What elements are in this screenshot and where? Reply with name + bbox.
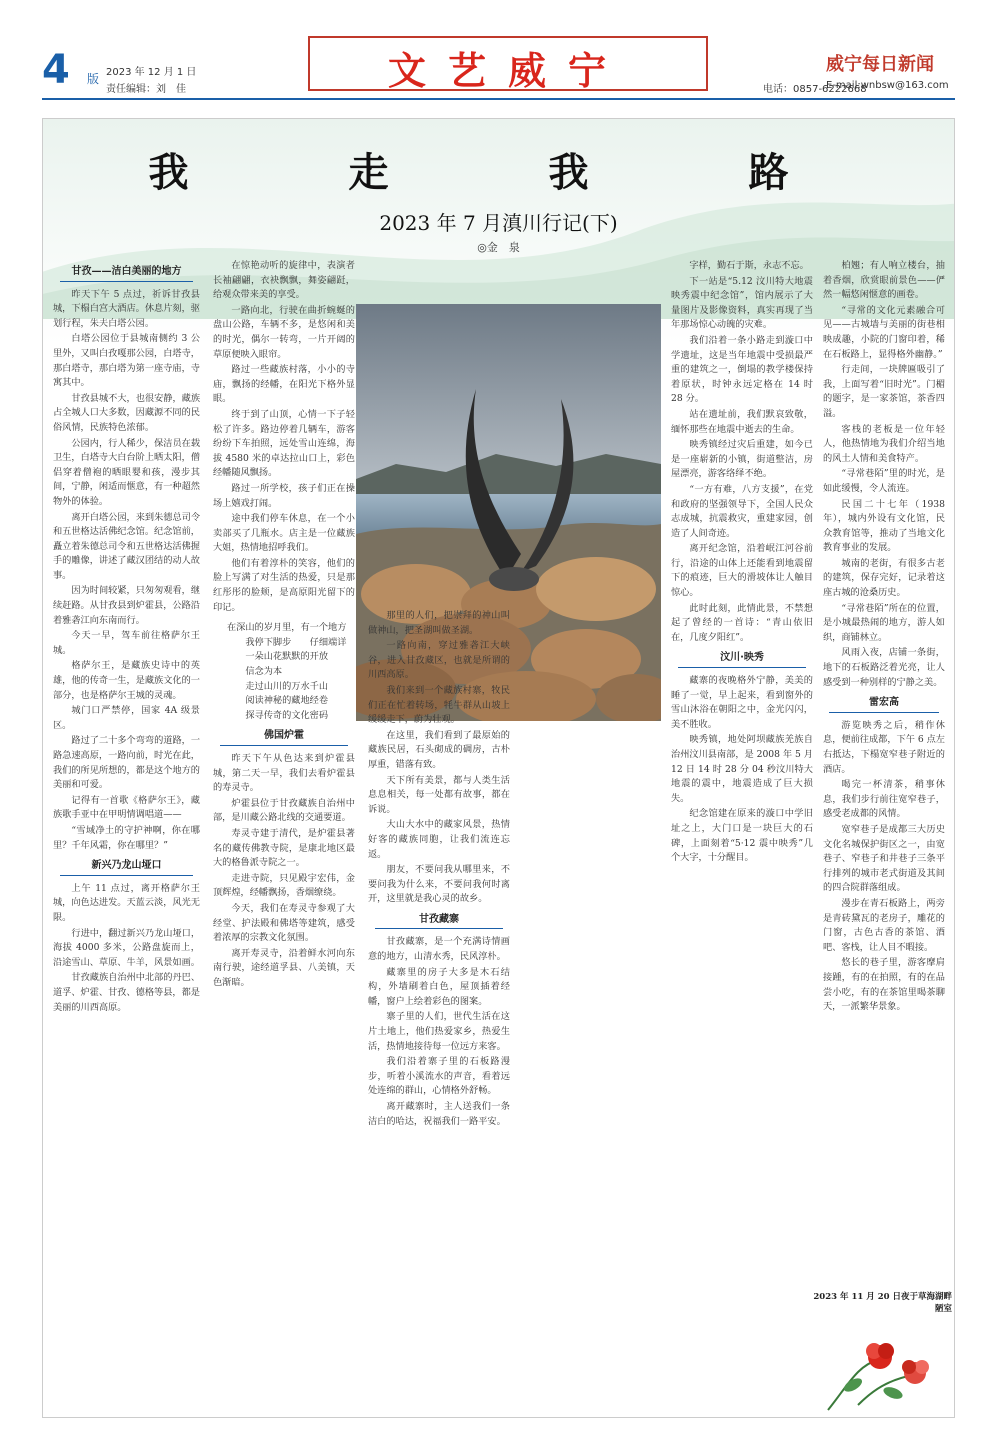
phone-number: 电话：0857-6222668	[763, 84, 867, 95]
signature: 2023 年 11 月 20 日夜于草海湖畔陋室	[813, 1292, 952, 1314]
paragraph: 昨天下午 5 点过，祈诉甘孜县城，下榻白宫大酒店。休息片刻，驱划行程，朱夫白塔公园。	[53, 288, 200, 329]
poem-line: 一朵山花默默的开放	[227, 651, 329, 663]
paragraph: 路过一所学校，孩子们正在操场上嬉戏打闹。	[213, 482, 355, 509]
column-2	[213, 259, 355, 1407]
paragraph: “一方有难，八方支援”，在党和政府的坚强领导下，全国人民众志成城，抗震救灾，重建家园，创造了人间奇迹。	[671, 483, 813, 539]
paragraph: 民国二十七年（1938 年），城内外设有文化馆，民众教育馆等，推动了当地文化教育事业的发展。	[823, 498, 945, 554]
paragraph: “寻常巷陌”所在的位置，是小城最热闹的地方，游人如织，商铺林立。	[823, 602, 945, 643]
poem-block	[227, 621, 355, 723]
paragraph: 喝完一杯清茶，稍事休息，我们步行前往宽窄巷子，感受老成都的风情。	[823, 779, 945, 820]
paragraph: 甘孜藏族自治州中北部的丹巴、道孚、炉霍、甘孜、德格等县，都是美丽的川西高原。	[53, 972, 200, 1013]
poem-line: 探寻传奇的文化密码	[227, 709, 329, 721]
paragraph: 此时此刻，此情此景，不禁想起了曾经的一首诗：“青山依旧在，几度夕阳红”。	[671, 602, 813, 643]
paragraph: 一路向南，穿过雅砻江大峡谷，进入甘孜藏区，也就是所谓的川西高原。	[368, 640, 510, 681]
paragraph: 今天一早，驾车前往格萨尔王城。	[53, 630, 200, 656]
email-address: E-mail:wnbsw@163.com	[826, 80, 949, 91]
paragraph: 那里的人们，把崇拜的神山叫做神山，把圣湖叫做圣湖。	[368, 610, 510, 636]
paragraph: 游览映秀之后，稍作休息，便前往成都，下午 6 点左右抵达，下榻宽窄巷子附近的酒店。	[823, 719, 945, 775]
editor-credit: 责任编辑：刘 佳	[106, 84, 186, 95]
paragraph: 在惊艳动听的旋律中，表演者长袖翩翩，衣袂飘飘，舞姿翩跹，给观众带来美的享受。	[213, 260, 355, 301]
paragraph: 行走间，一块牌匾吸引了我，上面写着“旧时光”。门楣的题字，是一家茶馆，茶香四溢。	[823, 364, 945, 419]
paragraph: 离开藏寨时，主人送我们一条洁白的哈达，祝福我们一路平安。	[368, 1101, 510, 1127]
column-3	[368, 609, 510, 1407]
paragraph: 悠长的巷子里，游客摩肩接踵，有的在拍照，有的在品尝小吃，有的在茶馆里喝茶聊天，一派繁华景象。	[823, 957, 945, 1013]
flower-decoration	[818, 1305, 958, 1415]
paragraph: 纪念馆建在原来的漩口中学旧址之上，大门口是一块巨大的石碑，上面刻着“5·12 震中映秀”几个大字，十分醒目。	[671, 808, 813, 864]
paragraph: 在这里，我们看到了最原始的藏族民居，石头砌成的碉房，古朴厚重，错落有致。	[368, 729, 510, 770]
paragraph: 映秀镇经过灾后重建，如今已是一座崭新的小镇，街道整洁，房屋漂亮，游客络绎不绝。	[671, 439, 813, 480]
paragraph: 字样，勤石于斯，永志不忘。	[689, 260, 809, 271]
paragraph: 我们来到一个藏族村寨，牧民们正在忙着转场，牦牛群从山坡上缓缓走下，蔚为壮观。	[368, 684, 510, 726]
article-title: 我 走 我 路	[148, 149, 849, 196]
paragraph: 白塔公园位于县城南侧约 3 公里外，又叫白孜嘎那公园，白塔寺，那白塔寺，那白塔为第一座寺庙，寺寓其中。	[53, 333, 200, 389]
poem-line: 在深山的岁月里，有一个地方	[227, 622, 347, 634]
section-heading: 佛国炉霍	[220, 729, 348, 746]
paragraph: 甘孜藏寨，是一个充满诗情画意的地方，山清水秀，民风淳朴。	[368, 936, 510, 963]
paragraph: 映秀镇，地处阿坝藏族羌族自治州汶川县南部，是 2008 年 5 月 12 日 14 时 28 分 04 秒汶川特大地震的震中，地震造成了巨大损失。	[671, 734, 813, 804]
paragraph: 他们有着淳朴的笑容，他们的脸上写满了对生活的热爱，只是那红彤彤的脸颊，是高原阳光留下的印记。	[213, 557, 355, 613]
paragraph: “寻常巷陌”里的时光，是如此缓慢，令人流连。	[823, 468, 945, 494]
paragraph: 一路向北，行驶在曲折蜿蜒的盘山公路，车辆不多，是悠闲和美的时光，偶尔一转弯，一片开阔的草原便映入眼帘。	[213, 304, 355, 360]
paragraph: 因为时间较紧，只匆匆观看，继续赶路。从甘孜县到炉霍县，公路沿着雅砻江向东南而行。	[53, 585, 200, 626]
paragraph: 藏寨里的房子大多是木石结构，外墙刷着白色，屋顶插着经幡，窗户上绘着彩色的图案。	[368, 966, 510, 1007]
paragraph: “寻常的文化元素融合可见——古城墙与美丽的街巷相映成趣，小院的门窗印着，稀在石板路上，显得格外幽静。”	[823, 304, 945, 360]
paragraph: 朋友，不要问我从哪里来，不要问我为什么来，不要问我何时离开，这里就是我心灵的故乡。	[368, 864, 510, 905]
paragraph: 公园内，行人稀少，保洁员在载卫生，白塔寺大白台阶上晒太阳，僧侣穿着僧袍的晒眼婴和孩，漫步其间，宁静，闲适而惬意，有一种超然物外的体验。	[53, 437, 200, 507]
paragraph: “雪域净土的守护神啊，你在哪里？千年风霜，你在哪里？”	[53, 824, 200, 851]
paragraph: 走进寺院，只见殿宇宏伟，金顶辉煌，经幡飘扬，香烟缭绕。	[213, 872, 355, 899]
page-header	[0, 0, 1000, 105]
page-number: 4	[42, 47, 70, 93]
paragraph: 天下所有美景，都与人类生活息息相关，每一处都有故事，都在诉说。	[368, 774, 510, 815]
column-5	[823, 259, 945, 1407]
paragraph: 甘孜县城不大，也很安静，藏族占全城人口大多数，因藏源不同的民俗风情，民族特色浓郁。	[53, 392, 200, 433]
paragraph: 藏寨的夜晚格外宁静，美美的睡了一觉，早上起来，看到窗外的雪山沐浴在朝阳之中，金光闪闪，美不胜收。	[671, 675, 813, 730]
page-label: 版	[87, 72, 100, 86]
paragraph: 我们沿着寨子里的石板路漫步，听着小溪流水的声音，看着远处连绵的群山，心情格外舒畅。	[368, 1056, 510, 1097]
paragraph: 炉霍县位于甘孜藏族自治州中部，是川藏公路北线的交通要道。	[213, 797, 355, 824]
article-author: ◎金 泉	[477, 241, 520, 254]
column-1	[53, 259, 200, 1407]
section-heading: 甘孜——洁白美丽的地方	[60, 265, 192, 282]
paragraph: 客栈的老板是一位年轻人，他热情地为我们介绍当地的风土人情和美食特产。	[823, 423, 945, 464]
paragraph: 离开纪念馆，沿着岷江河谷前行，沿途的山体上还能看到地震留下的痕迹，巨大的滑坡体让人触目惊心。	[671, 543, 813, 599]
paragraph: 格萨尔王，是藏族史诗中的英雄，他的传奇一生，是藏族文化的一部分，也是格萨尔王城的灵魂。	[53, 660, 200, 701]
paragraph: 我们沿着一条小路走到漩口中学遗址，这是当年地震中受损最严重的建筑之一，倒塌的教学楼保持着原状，时钟永远定格在 14 时 28 分。	[671, 334, 813, 405]
paragraph: 寨子里的人们，世代生活在这片土地上，他们热爱家乡，热爱生活，热情地接待每一位远方来客。	[368, 1011, 510, 1052]
poem-line: 我停下脚步 仔细端详	[227, 636, 347, 648]
paper-name: 威宁每日新闻	[826, 54, 934, 75]
paragraph: 终于到了山顶，心情一下子轻松了许多。路边停着几辆车，游客纷纷下车拍照，远处雪山连绵，海拔 4580 米的卓达拉山口上，彩色经幡随风飘扬。	[213, 408, 355, 479]
paragraph: 途中我们停车休息，在一个小卖部买了几瓶水。店主是一位藏族大姐，热情地招呼我们。	[213, 513, 355, 554]
section-heading: 新兴乃龙山垭口	[60, 859, 192, 876]
paragraph: 寿灵寺建于清代，是炉霍县著名的藏传佛教寺院，是康北地区最大的格鲁派寺院之一。	[213, 827, 355, 869]
section-heading: 甘孜藏寨	[375, 913, 503, 930]
paragraph: 离开白塔公园，来到朱德总司令和五世格达活佛纪念馆。纪念馆前，矗立着朱德总司令和五世格达活佛握手的雕像，讲述了藏汉团结的动人故事。	[53, 511, 200, 581]
paragraph: 漫步在青石板路上，两旁是青砖黛瓦的老房子，雕花的门窗，古色古香的茶馆、酒吧、客栈，让人目不暇接。	[823, 897, 945, 953]
poem-line: 信念为本	[227, 666, 283, 678]
paragraph: 城门口严禁停，国家 4A 级景区。	[53, 705, 200, 731]
paragraph: 路过了二十多个弯弯的道路，一路急速高原，一路向前，时光在此，我们的所见所想的，都是这个地方的美丽和可爱。	[53, 735, 200, 791]
section-title: 文艺威宁	[387, 48, 628, 93]
column-4	[671, 259, 813, 1407]
section-heading: 汶川·映秀	[678, 651, 806, 668]
poem-line: 阅读神秘的藏地经卷	[227, 695, 329, 707]
paragraph: 下一站是“5.12 汶川特大地震映秀震中纪念馆”，馆内展示了大量图片及影像资料，真实再现了当年那场惊心动魄的灾难。	[671, 275, 813, 331]
poem-line: 走过山川的万水千山	[227, 680, 329, 692]
paragraph: 离开寿灵寺，沿着鲜水河向东南行驶，途经道孚县、八美镇，天色渐暗。	[213, 947, 355, 988]
paragraph: 路过一些藏族村落，小小的寺庙，飘扬的经幡，在阳光下格外显眼。	[213, 364, 355, 405]
article-subtitle: 2023 年 7 月滇川行记(下)	[379, 211, 618, 235]
paragraph: 城南的老街，有很多古老的建筑，保存完好，记录着这座古城的沧桑历史。	[823, 557, 945, 599]
article-frame	[42, 118, 955, 1418]
paragraph: 站在遗址前，我们默哀致敬，缅怀那些在地震中逝去的生命。	[671, 408, 813, 435]
paragraph: 今天，我们在寿灵寺参观了大经堂、护法殿和佛塔等建筑，感受着浓厚的宗教文化氛围。	[213, 902, 355, 944]
paragraph: 上午 11 点过，离开格萨尔王城，向色达进发。天蓝云淡，风光无限。	[53, 882, 200, 923]
section-heading: 雷宏高	[829, 696, 939, 713]
paragraph: 昨天下午从色达来到炉霍县城，第二天一早，我们去看炉霍县的寿灵寺。	[213, 753, 355, 794]
paragraph: 柏翘；有人响立楼台，抽着香烟，欣赏眼前景色——俨然一幅悠闲惬意的画卷。	[823, 260, 945, 301]
header-rule	[42, 98, 955, 100]
issue-date: 2023 年 12 月 1 日	[106, 67, 197, 78]
section-title-box	[308, 36, 708, 91]
paragraph: 风雨入夜，店铺一条街，地下的石板路泛着光亮，让人感受到一种别样的宁静之美。	[823, 647, 945, 688]
paragraph: 大山大水中的藏家风景，热情好客的藏族同胞，让我们流连忘返。	[368, 819, 510, 860]
paragraph: 记得有一首歌《格萨尔王》，藏族歌手亚中在甲明情调唱道——	[53, 794, 200, 821]
paragraph: 宽窄巷子是成都三大历史文化名城保护街区之一，由宽巷子、窄巷子和井巷子三条平行排列的城市老式街道及其间的四合院群落组成。	[823, 823, 945, 894]
paragraph: 行进中，翻过新兴乃龙山垭口，海拔 4000 多米，公路盘旋而上，沿途雪山、草原、牛羊，风景如画。	[53, 927, 200, 968]
